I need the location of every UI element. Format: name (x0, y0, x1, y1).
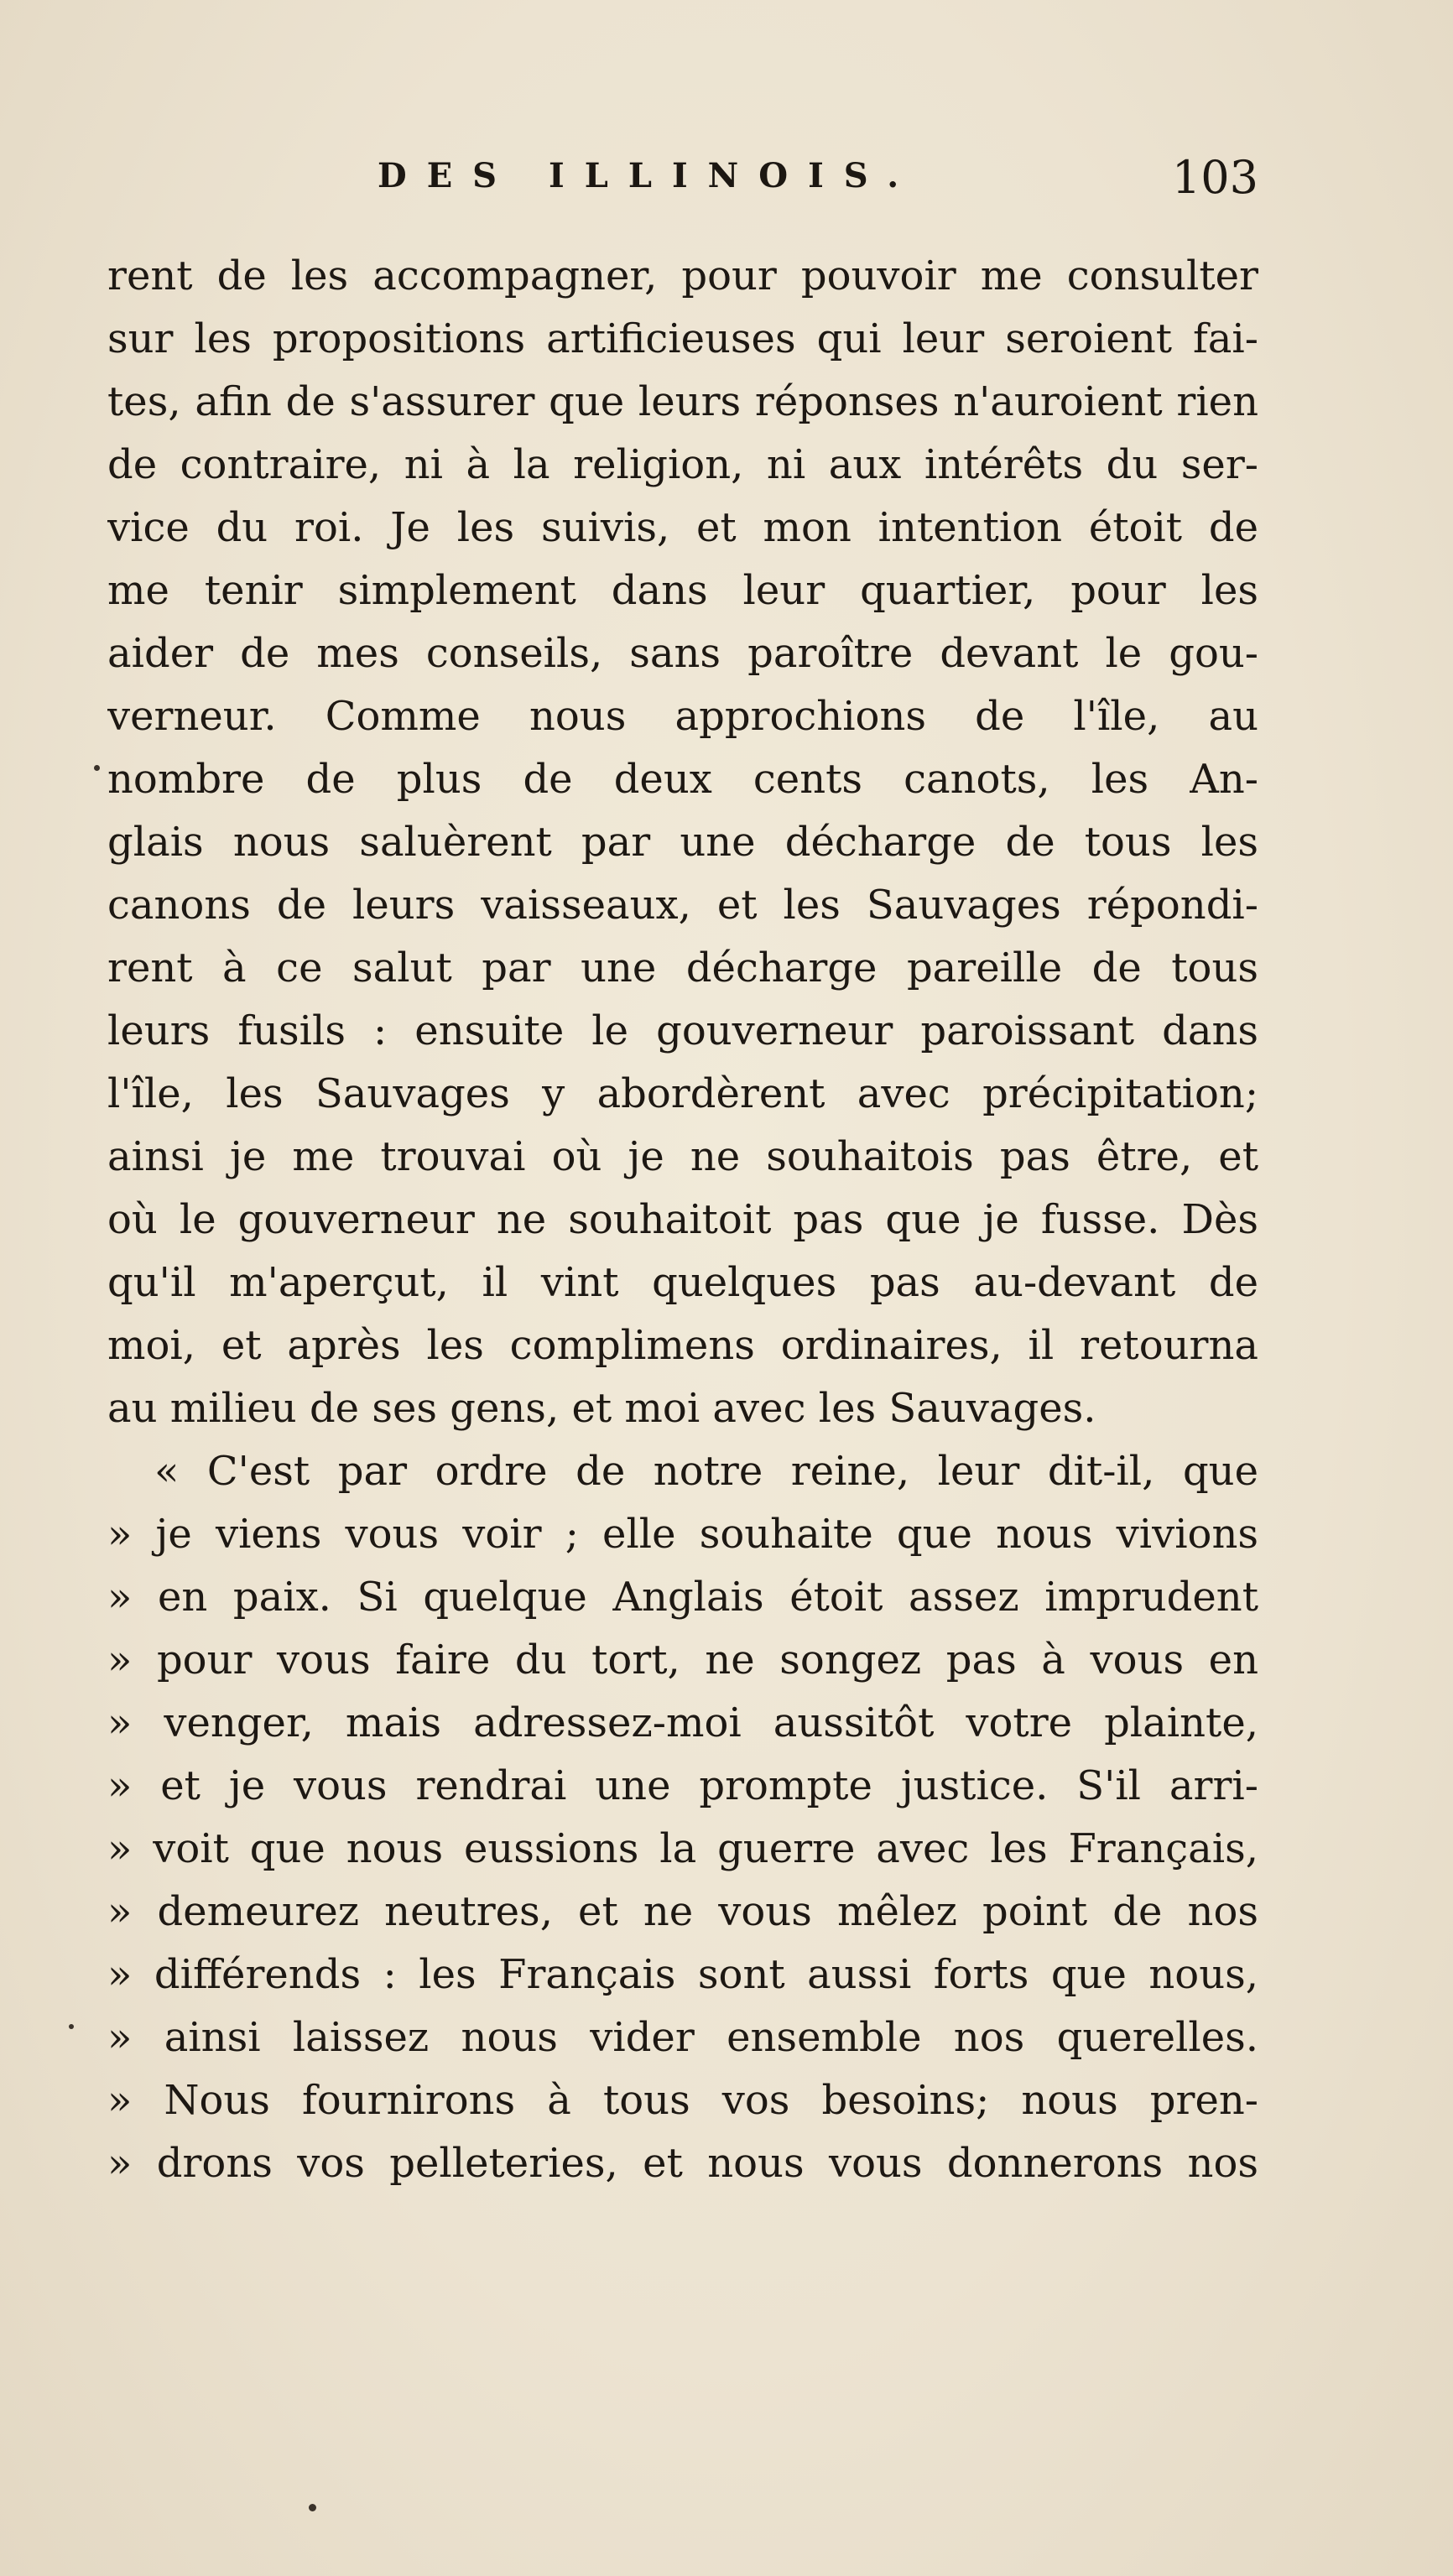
text-line: sur les propositions artificieuses qui leur seroient fai- (107, 315, 1258, 362)
quote-line: « C'est par ordre de notre reine, leur dit-il, que (154, 1448, 1258, 1495)
running-head: DES ILLINOIS. (378, 156, 919, 195)
quote-line: » je viens vous voir ; elle souhaite que nous vivions (107, 1511, 1258, 1558)
text-line: au milieu de ses gens, et moi avec les Sauvages. (107, 1385, 1096, 1432)
ink-speck (69, 2024, 74, 2029)
text-line: leurs fusils : ensuite le gouverneur paroissant dans (107, 1007, 1258, 1054)
quote-line: » ainsi laissez nous vider ensemble nos querelles. (107, 2014, 1258, 2061)
text-line: rent de les accompagner, pour pouvoir me consulter (107, 252, 1258, 299)
text-line: rent à ce salut par une décharge pareille de tous (107, 945, 1258, 991)
text-line: l'île, les Sauvages y abordèrent avec précipitation; (107, 1070, 1258, 1117)
text-line: verneur. Comme nous approchions de l'île, au (107, 693, 1258, 740)
ink-speck (94, 765, 100, 771)
text-line: de contraire, ni à la religion, ni aux intérêts du ser- (107, 441, 1258, 488)
text-line: nombre de plus de deux cents canots, les An- (107, 756, 1258, 803)
page-header (107, 151, 1258, 210)
text-line: vice du roi. Je les suivis, et mon intention étoit de (107, 504, 1258, 551)
ink-speck (309, 2504, 316, 2511)
text-line: aider de mes conseils, sans paroître devant le gou- (107, 630, 1258, 677)
quote-line: » venger, mais adressez-moi aussitôt votre plainte, (107, 1699, 1258, 1746)
text-line: moi, et après les complimens ordinaires, il retourna (107, 1322, 1258, 1369)
body-text (107, 245, 1258, 2195)
text-line: ainsi je me trouvai où je ne souhaitois pas être, et (107, 1133, 1258, 1180)
quote-line: » demeurez neutres, et ne vous mêlez point de nos (107, 1888, 1258, 1935)
quote-line: » et je vous rendrai une prompte justice. S'il arri- (107, 1762, 1258, 1809)
quote-line: » Nous fournirons à tous vos besoins; nous pren- (107, 2077, 1258, 2124)
text-line: glais nous saluèrent par une décharge de tous les (107, 819, 1258, 866)
page-number: 103 (1171, 151, 1258, 204)
text-line: canons de leurs vaisseaux, et les Sauvages répondi- (107, 882, 1258, 929)
text-line: qu'il m'aperçut, il vint quelques pas au-devant de (107, 1259, 1258, 1306)
text-line: tes, afin de s'assurer que leurs réponses n'auroient rien (107, 378, 1258, 425)
text-line: où le gouverneur ne souhaitoit pas que je fusse. Dès (107, 1196, 1258, 1243)
text-line: me tenir simplement dans leur quartier, pour les (107, 567, 1258, 614)
quote-line: » drons vos pelleteries, et nous vous donnerons nos (107, 2140, 1258, 2187)
quote-line: » en paix. Si quelque Anglais étoit assez imprudent (107, 1574, 1258, 1621)
quote-line: » pour vous faire du tort, ne songez pas à vous en (107, 1637, 1258, 1684)
quote-line: » voit que nous eussions la guerre avec les Français, (107, 1825, 1258, 1872)
quote-line: » différends : les Français sont aussi forts que nous, (107, 1951, 1258, 1998)
